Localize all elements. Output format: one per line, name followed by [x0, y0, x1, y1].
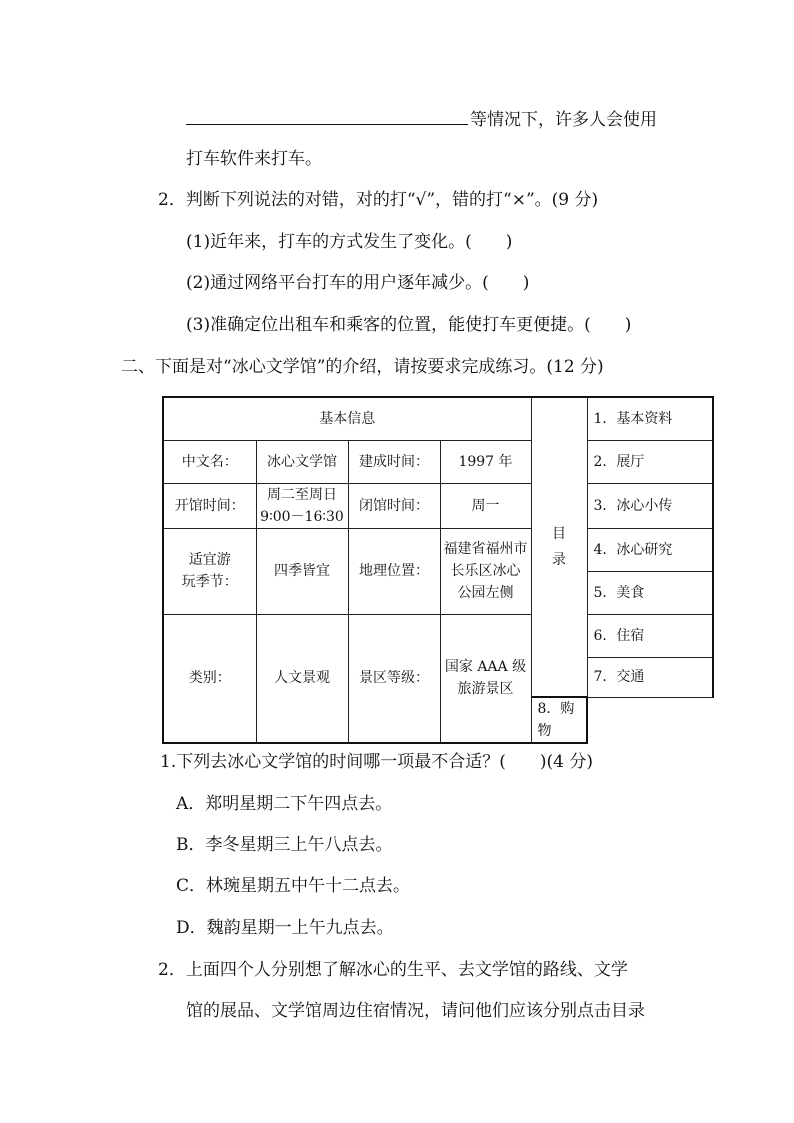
cell-close-time-value: 周一 — [440, 483, 531, 528]
location-line-1: 福建省福州市 — [443, 541, 528, 557]
cell-chinese-name-label: 中文名： — [163, 440, 256, 483]
open-time-line-2: 9∶00－16∶30 — [260, 508, 344, 525]
cell-open-time-label: 开馆时间： — [163, 483, 256, 528]
q1-option-d[interactable]: D．魏韵星期一上午九点去。 — [176, 918, 394, 938]
q2-item-3 — [186, 313, 631, 337]
cell-open-time-value — [256, 483, 348, 528]
cell-chinese-name-value: 冰心文学馆 — [256, 440, 348, 483]
q2-title: 2．判断下列说法的对错，对的打“√”，错的打“×”。(9 分) — [158, 190, 599, 210]
q2-item-1-answer-paren[interactable]: ( ) — [465, 232, 513, 252]
directory-item-8[interactable]: 8．购物 — [531, 697, 587, 743]
directory-item-4[interactable]: 4．冰心研究 — [587, 528, 713, 571]
para-line-1: 等情况下，许多人会使用 — [470, 110, 657, 130]
q2-item-2-text: (2)通过网络平台打车的用户逐年减少。 — [186, 273, 483, 293]
q2-item-3-text: (3)准确定位出租车和乘客的位置，能使打车更便捷。 — [186, 315, 585, 335]
directory-item-6[interactable]: 6．住宿 — [587, 614, 713, 657]
q1-option-c[interactable]: C．林琬星期五中午十二点去。 — [176, 876, 411, 896]
q2b-line-2: 馆的展品、文学馆周边住宿情况，请问他们应该分别点击目录 — [186, 1001, 645, 1021]
info-table — [162, 396, 714, 744]
cell-grade-value — [440, 614, 531, 743]
directory-item-7[interactable]: 7．交通 — [587, 657, 713, 697]
para-line-2: 打车软件来打车。 — [186, 149, 322, 169]
q2-item-3-answer-paren[interactable]: ( ) — [584, 315, 632, 335]
cell-season-label — [163, 528, 256, 614]
location-line-3: 公园左侧 — [457, 585, 514, 601]
fill-in-line — [186, 106, 657, 132]
directory-item-1[interactable]: 1．基本资料 — [587, 397, 713, 440]
season-label-line-1: 适宜游 — [188, 552, 231, 568]
directory-label-char-1: 目 — [552, 526, 566, 542]
q2b-line-1: 2．上面四个人分别想了解冰心的生平、去文学馆的路线、文学 — [158, 960, 628, 980]
q2-item-1-text: (1)近年来，打车的方式发生了变化。 — [186, 232, 466, 252]
directory-label-char-2: 录 — [552, 552, 566, 568]
q1-option-b[interactable]: B．李冬星期三上午八点去。 — [176, 835, 393, 855]
cell-location-value — [440, 528, 531, 614]
season-label-line-2: 玩季节： — [181, 574, 238, 590]
directory-item-5[interactable]: 5．美食 — [587, 571, 713, 614]
q2-item-2 — [186, 271, 529, 295]
cell-built-time-value: 1997 年 — [440, 440, 531, 483]
directory-label — [531, 397, 587, 697]
cell-location-label: 地理位置： — [348, 528, 440, 614]
cell-close-time-label: 闭馆时间： — [348, 483, 440, 528]
q2-item-1 — [186, 230, 512, 254]
table-header: 基本信息 — [163, 397, 531, 440]
grade-line-1: 国家 AAA 级 — [444, 659, 527, 676]
open-time-line-1: 周二至周日 — [267, 486, 337, 503]
cell-built-time-label: 建成时间： — [348, 440, 440, 483]
q1-option-a[interactable]: A．郑明星期二下午四点去。 — [176, 794, 393, 814]
directory-item-3[interactable]: 3．冰心小传 — [587, 483, 713, 528]
cell-grade-label: 景区等级： — [348, 614, 440, 743]
cell-season-value: 四季皆宜 — [256, 528, 348, 614]
grade-line-2: 旅游景区 — [457, 681, 514, 698]
cell-category-value: 人文景观 — [256, 614, 348, 743]
location-line-2: 长乐区冰心 — [450, 563, 521, 579]
answer-blank[interactable] — [186, 106, 468, 125]
section-2-title: 二、下面是对“冰心文学馆”的介绍，请按要求完成练习。(12 分) — [121, 357, 604, 377]
directory-item-2[interactable]: 2．展厅 — [587, 440, 713, 483]
q1-title: 1.下列去冰心文学馆的时间哪一项最不合适？( )(4 分) — [160, 752, 593, 772]
cell-category-label: 类别： — [163, 614, 256, 743]
q2-item-2-answer-paren[interactable]: ( ) — [482, 273, 530, 293]
